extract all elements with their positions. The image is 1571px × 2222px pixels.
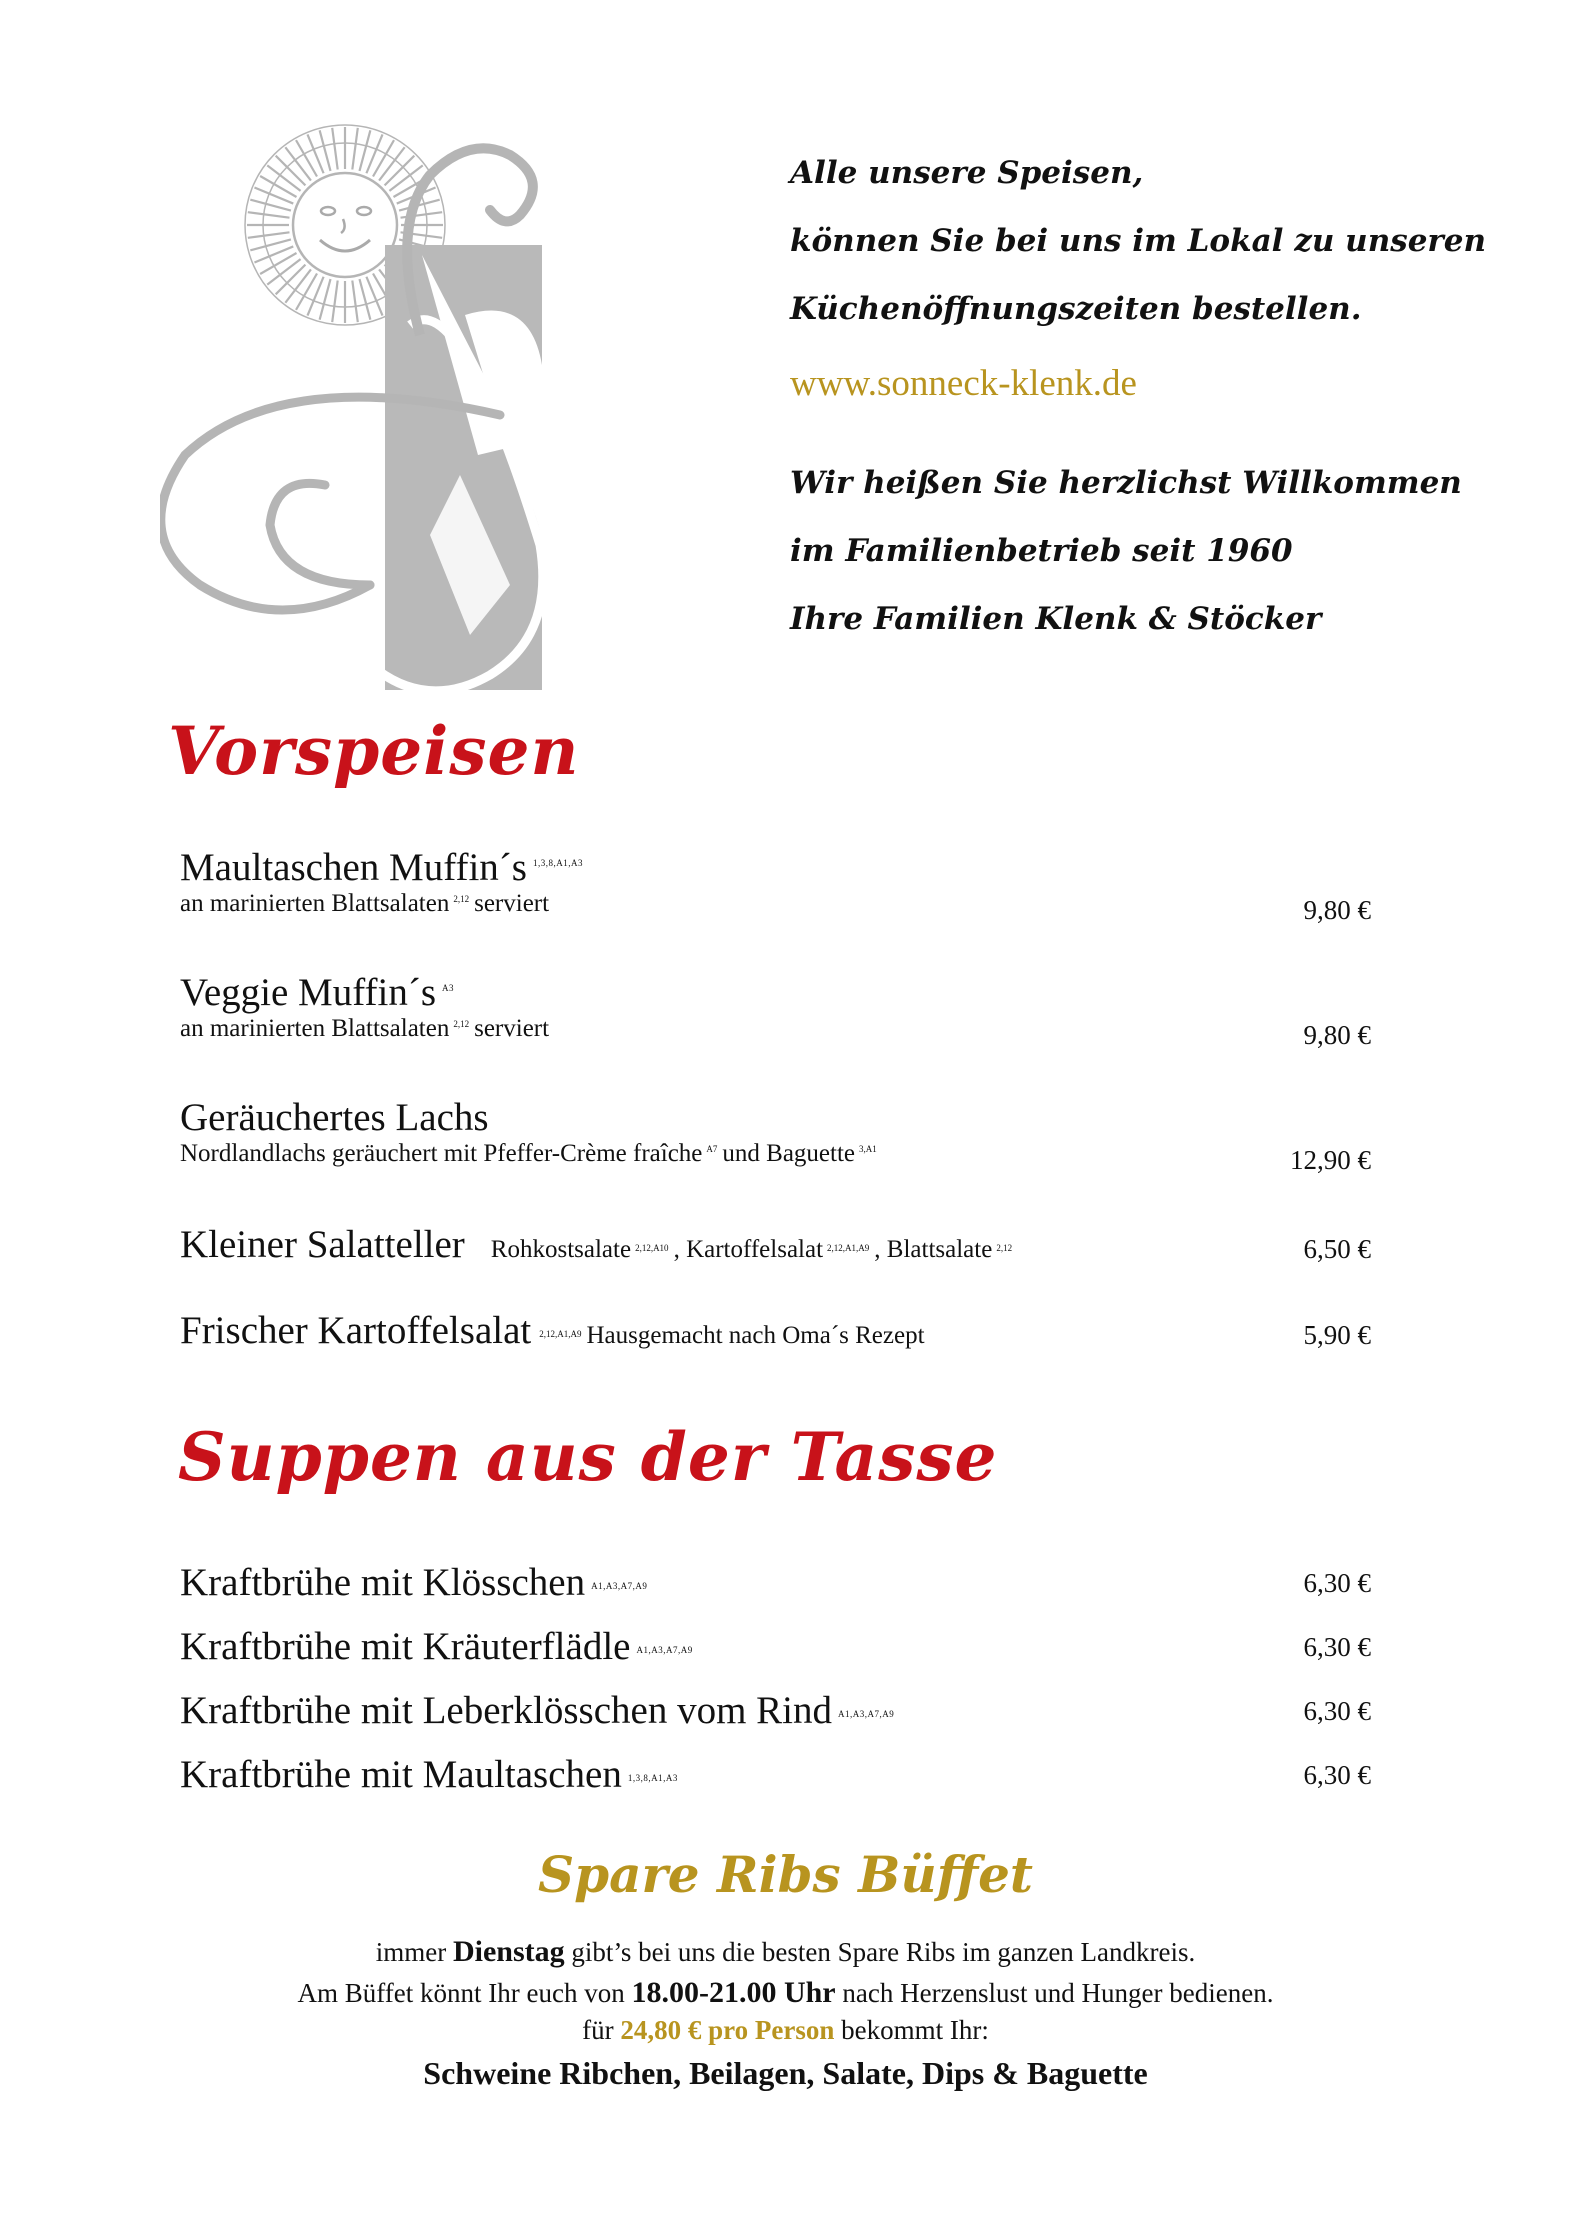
- allergen-codes: 2,12: [996, 1242, 1013, 1253]
- suppen-heading: Suppen aus der Tasse: [178, 1418, 998, 1496]
- item-description: und Baguette: [722, 1140, 856, 1167]
- item-name: Kraftbrühe mit Maultaschen: [180, 1753, 622, 1796]
- menu-item: [180, 1308, 1371, 1353]
- allergen-codes: 1,3,8,A1,A3: [532, 858, 583, 868]
- allergen-codes: A1,A3,A7,A9: [838, 1708, 895, 1719]
- item-name: Kleiner Salatteller: [180, 1223, 465, 1266]
- item-name: Kraftbrühe mit Klösschen: [180, 1561, 586, 1604]
- buffet-day: Dienstag: [452, 1935, 565, 1968]
- buffet-line-3: [0, 2015, 1571, 2046]
- intro-line-4: Wir heißen Sie herzlichst Willkommen: [790, 465, 1462, 501]
- menu-item: [180, 970, 1371, 1050]
- buffet-line-2: [0, 1976, 1571, 2010]
- buffet-price: 24,80 € pro Person: [620, 2015, 835, 2045]
- intro-line-5: im Familienbetrieb seit 1960: [790, 533, 1293, 569]
- item-name: Frischer Kartoffelsalat: [180, 1309, 532, 1352]
- allergen-codes: A7: [706, 1143, 718, 1154]
- buffet-time: 18.00-21.00 Uhr: [631, 1976, 836, 2009]
- buffet-text: gibt’s bei uns die besten Spare Ribs im ganzen Landkreis.: [571, 1937, 1196, 1967]
- intro-line-1: Alle unsere Speisen,: [790, 155, 1144, 191]
- intro-line-6: Ihre Familien Klenk & Stöcker: [790, 601, 1322, 637]
- item-name: Kraftbrühe mit Kräuterflädle: [180, 1625, 631, 1668]
- buffet-text: immer: [375, 1937, 447, 1967]
- item-description: Rohkostsalate: [490, 1236, 632, 1263]
- allergen-codes: A1,A3,A7,A9: [636, 1644, 693, 1655]
- item-description: Nordlandlachs geräuchert mit Pfeffer-Crème fraîche: [180, 1140, 703, 1167]
- item-description: Hausgemacht nach Oma´s Rezept: [586, 1322, 925, 1349]
- website-link[interactable]: www.sonneck-klenk.de: [790, 363, 1137, 404]
- item-name: Maultaschen Muffin´s: [180, 846, 527, 889]
- menu-item: [180, 1095, 1371, 1175]
- buffet-line-1: [0, 1935, 1571, 1969]
- item-description: , Kartoffelsalat: [673, 1236, 824, 1263]
- allergen-codes: 2,12,A1,A9: [539, 1328, 582, 1339]
- item-description: an marinierten Blattsalaten: [180, 1015, 450, 1042]
- allergen-codes: 2,12: [453, 1018, 470, 1029]
- item-description: , Blattsalate: [874, 1236, 993, 1263]
- item-price: 6,30 €: [1303, 1760, 1371, 1790]
- allergen-codes: 2,12: [453, 893, 470, 904]
- intro-line-3: Küchenöffnungszeiten bestellen.: [790, 291, 1362, 327]
- allergen-codes: 2,12,A10: [635, 1242, 669, 1253]
- menu-item: [180, 1688, 1371, 1733]
- allergen-codes: A1,A3,A7,A9: [591, 1580, 648, 1591]
- buffet-text: bekommt Ihr:: [841, 2015, 989, 2045]
- allergen-codes: A3: [442, 983, 454, 993]
- buffet-text: Am Büffet könnt Ihr euch von: [297, 1978, 625, 2008]
- menu-item: [180, 1560, 1371, 1605]
- item-price: 6,30 €: [1303, 1568, 1371, 1598]
- menu-item: [180, 1752, 1371, 1797]
- buffet-includes: Schweine Ribchen, Beilagen, Salate, Dips & Baguette: [423, 2055, 1148, 2091]
- item-description: serviert: [474, 890, 550, 917]
- item-price: 5,90 €: [1303, 1320, 1371, 1350]
- vorspeisen-heading: Vorspeisen: [168, 712, 580, 790]
- buffet-heading: Spare Ribs Büffet: [538, 1845, 1033, 1904]
- item-price: 9,80 €: [1303, 1020, 1371, 1050]
- allergen-codes: 2,12,A1,A9: [827, 1242, 870, 1253]
- allergen-codes: 1,3,8,A1,A3: [627, 1772, 678, 1783]
- item-price: 9,80 €: [1303, 895, 1371, 925]
- menu-item: [180, 1222, 1371, 1267]
- menu-item: [180, 845, 1371, 925]
- intro-line-2: können Sie bei uns im Lokal zu unseren: [790, 223, 1487, 259]
- item-description: serviert: [474, 1015, 550, 1042]
- item-price: 6,50 €: [1303, 1234, 1371, 1264]
- item-price: 6,30 €: [1303, 1632, 1371, 1662]
- item-name: Geräuchertes Lachs: [180, 1096, 489, 1139]
- buffet-text: für: [582, 2015, 614, 2045]
- item-price: 12,90 €: [1290, 1145, 1371, 1175]
- item-price: 6,30 €: [1303, 1696, 1371, 1726]
- item-description: an marinierten Blattsalaten: [180, 890, 450, 917]
- sonneck-logo: [160, 115, 720, 695]
- allergen-codes: 3,A1: [859, 1143, 877, 1154]
- buffet-text: nach Herzenslust und Hunger bedienen.: [842, 1978, 1274, 2008]
- item-name: Veggie Muffin´s: [180, 971, 436, 1014]
- item-name: Kraftbrühe mit Leberklösschen vom Rind: [180, 1689, 833, 1732]
- menu-item: [180, 1624, 1371, 1669]
